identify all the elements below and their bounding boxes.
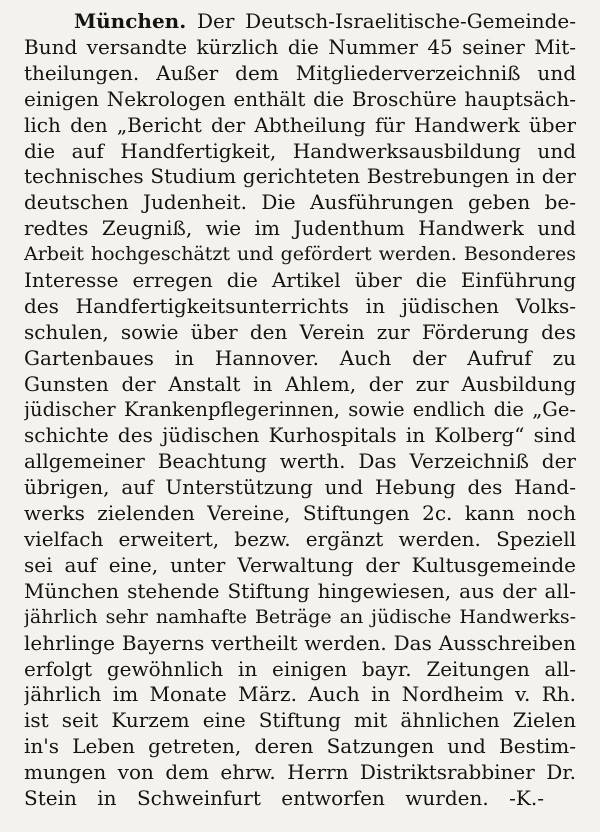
article-line — [24, 604, 576, 630]
line-text: Interesse erregen die Artikel über die Einführung — [24, 268, 576, 292]
line-text: deutschen Judenheit. Die Ausführungen geben be- — [24, 190, 576, 215]
article-line — [24, 500, 576, 526]
line-text: des Handfertigkeitsunterrichts in jüdischen Volks- — [24, 293, 576, 318]
article-line — [24, 293, 576, 319]
article-line — [24, 241, 576, 267]
line-text: schulen, sowie über den Verein zur Förderung des — [24, 319, 576, 344]
line-text: schichte des jüdischen Kurhospitals in Kolberg“ sind — [24, 423, 576, 448]
line-text: jüdischer Krankenpflegerinnen, sowie endlich die „Ge- — [24, 397, 576, 421]
line-text: in's Leben getreten, deren Satzungen und Bestim- — [24, 734, 576, 759]
article-line — [24, 397, 576, 423]
article-line — [24, 733, 576, 759]
article-line — [24, 630, 576, 656]
line-text: Stein in Schweinfurt entworfen wurden. -K.- — [24, 786, 544, 810]
line-text: vielfach erweitert, bezw. ergänzt werden. Speziell — [24, 527, 576, 551]
line-text: redtes Zeugniß, wie im Judenthum Handwerk und — [24, 216, 576, 241]
line-text: Gartenbaues in Hannover. Auch der Aufruf zu — [24, 345, 576, 370]
article-line — [24, 474, 576, 500]
line-text: Bund versandte kürzlich die Nummer 45 seiner Mit- — [24, 34, 576, 59]
line-text: ist seit Kurzem eine Stiftung mit ähnlichen Zielen — [24, 708, 576, 733]
article-line — [24, 371, 576, 397]
article-line — [24, 345, 576, 371]
article-line — [24, 34, 576, 60]
line-text: erfolgt gewöhnlich in einigen bayr. Zeitungen all- — [24, 656, 576, 681]
article-line — [24, 656, 576, 682]
article-line — [24, 526, 576, 552]
article-line — [24, 112, 576, 138]
line-text: lich den „Bericht der Abtheilung für Handwerk über — [24, 112, 576, 137]
article-line — [24, 138, 576, 164]
line-text: die auf Handfertigkeit, Handwerksausbildung und — [24, 138, 576, 163]
article-line — [24, 319, 576, 345]
article-line — [74, 8, 576, 34]
line-text: jährlich sehr namhafte Beträge an jüdische Handwerks- — [24, 605, 576, 628]
line-text: theilungen. Außer dem Mitgliederverzeichniß und — [24, 60, 576, 85]
article-line — [24, 552, 576, 578]
line-text: jährlich im Monate März. Auch in Nordheim v. Rh. — [24, 682, 576, 707]
line-text: einigen Nekrologen enthält die Broschüre hauptsäch- — [24, 86, 576, 111]
line-text: mungen von dem ehrw. Herrn Distriktsrabbiner Dr. — [24, 760, 576, 785]
article-line — [24, 759, 576, 785]
article-line — [24, 578, 576, 604]
line-text: München stehende Stiftung hingewiesen, aus der all- — [24, 578, 576, 603]
line-text: Der Deutsch-Israelitische-Gemeinde- — [196, 9, 576, 33]
line-text: technisches Studium gerichteten Bestrebungen in der — [24, 164, 576, 189]
line-text: übrigen, auf Unterstützung und Hebung des Hand- — [24, 475, 576, 500]
article-line — [24, 448, 576, 474]
line-text: allgemeiner Beachtung werth. Das Verzeichniß der — [24, 449, 576, 474]
article-line — [24, 267, 576, 293]
line-text: Arbeit hochgeschätzt und gefördert werden. Besonderes — [24, 243, 576, 266]
article-line — [24, 422, 576, 448]
line-text: lehrlinge Bayerns vertheilt werden. Das Ausschreiben — [24, 630, 576, 655]
article-line — [24, 785, 544, 811]
article-line — [24, 707, 576, 733]
article-line — [24, 86, 576, 112]
article-line — [24, 60, 576, 86]
line-text: werks zielenden Vereine, Stiftungen 2c. kann noch — [24, 501, 576, 526]
article-line — [24, 215, 576, 241]
dateline: München. — [74, 9, 187, 33]
line-text: Gunsten der Anstalt in Ahlem, der zur Ausbildung — [24, 371, 576, 396]
line-text: sei auf eine, unter Verwaltung der Kultusgemeinde — [24, 552, 576, 577]
article-line — [24, 163, 576, 189]
article-line — [24, 189, 576, 215]
article-line — [24, 681, 576, 707]
